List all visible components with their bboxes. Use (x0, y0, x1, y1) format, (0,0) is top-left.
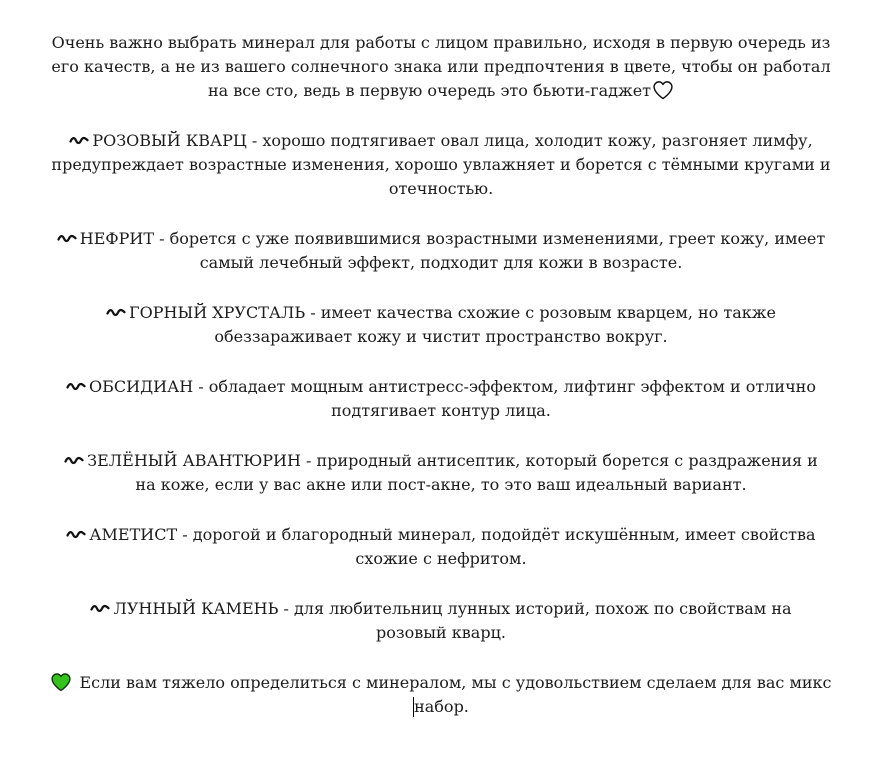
line-text: Если вам тяжело определиться с минералом, мы с удовольствием сделаем для вас микс (79, 673, 832, 692)
line-text: НЕФРИТ - борется с уже появившимися возрастными изменениями, греет кожу, имеет (79, 229, 826, 248)
line-text: РОЗОВЫЙ КВАРЦ - хорошо подтягивает овал лица, холодит кожу, разгоняет лимфу, (92, 131, 813, 150)
line-text: схожие с нефритом. (355, 549, 527, 568)
line-text: ЗЕЛЁНЫЙ АВАНТЮРИН - природный антисептик, который борется с раздражения и (87, 451, 818, 470)
line-text: его качеств, а не из вашего солнечного знака или предпочтения в цвете, чтобы он работал (51, 57, 831, 76)
paragraph-line (10, 473, 872, 497)
paragraph-line (10, 449, 872, 473)
line-text: на коже, если у вас акне или пост-акне, то это ваш идеальный вариант. (135, 475, 747, 494)
wavy-dash-icon (57, 234, 77, 243)
line-text: самый лечебный эффект, подходит для кожи в возрасте. (199, 253, 683, 272)
wavy-dash-icon (69, 136, 89, 145)
paragraph-line (10, 399, 872, 423)
paragraph-line (10, 251, 872, 275)
white-heart-icon (652, 80, 674, 100)
line-text: ОБСИДИАН - обладает мощным антистресс-эффектом, лифтинг эффектом и отлично (89, 377, 816, 396)
mineral-item-amethyst (10, 523, 872, 571)
paragraph-line (10, 597, 872, 621)
line-text: предупреждает возрастные изменения, хорошо увлажняет и борется с тёмными кругами и (51, 155, 831, 174)
intro-paragraph (10, 31, 872, 103)
mineral-item-rock-crystal (10, 301, 872, 349)
line-text: отечностью. (388, 179, 494, 198)
line-text: ГОРНЫЙ ХРУСТАЛЬ - имеет качества схожие с розовым кварцем, но также (129, 303, 776, 322)
paragraph-line (10, 547, 872, 571)
paragraph-line (10, 55, 872, 79)
paragraph-line (10, 301, 872, 325)
paragraph-line (10, 375, 872, 399)
wavy-dash-icon (64, 456, 84, 465)
mineral-item-green-aventurine (10, 449, 872, 497)
paragraph-line (10, 523, 872, 547)
paragraph-line (10, 227, 872, 251)
line-text: Очень важно выбрать минерал для работы с лицом правильно, исходя в первую очередь из (51, 33, 831, 52)
paragraph-line (10, 177, 872, 201)
line-text: ЛУННЫЙ КАМЕНЬ - для любительниц лунных историй, похож по свойствам на (113, 599, 792, 618)
line-text: подтягивает контур лица. (331, 401, 551, 420)
paragraph-line (10, 325, 872, 349)
wavy-dash-icon (66, 382, 86, 391)
paragraph-line (10, 153, 872, 177)
wavy-dash-icon (66, 530, 86, 539)
mineral-item-jade (10, 227, 872, 275)
mineral-item-obsidian (10, 375, 872, 423)
paragraph-line (10, 79, 872, 103)
paragraph-line (10, 621, 872, 645)
line-text: АМЕТИСТ - дорогой и благородный минерал, подойдёт искушённым, имеет свойства (89, 525, 816, 544)
mineral-item-rose-quartz (10, 129, 872, 201)
line-text: розовый кварц. (376, 623, 506, 642)
wavy-dash-icon (90, 604, 110, 613)
wavy-dash-icon (106, 308, 126, 317)
paragraph-line (10, 31, 872, 55)
paragraph-line (10, 129, 872, 153)
line-text: набор. (414, 697, 469, 716)
line-text: обеззараживает кожу и чистит пространство вокруг. (214, 327, 668, 346)
mineral-item-moonstone (10, 597, 872, 645)
mix-offer-paragraph (10, 671, 872, 719)
paragraph-line (10, 671, 872, 695)
paragraph-line (10, 695, 872, 719)
line-text: на все сто, ведь в первую очередь это бьюти-гаджет (207, 81, 652, 100)
green-heart-icon (50, 672, 72, 692)
